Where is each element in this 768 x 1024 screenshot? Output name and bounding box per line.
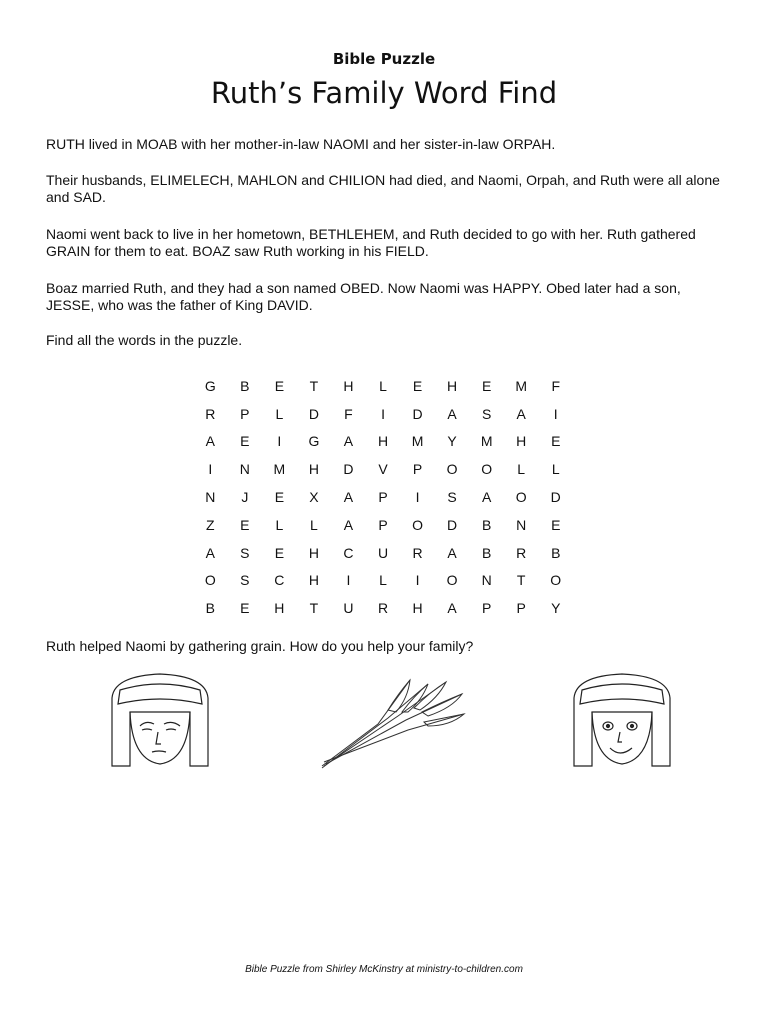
grid-cell: P (378, 516, 388, 533)
grid-row (193, 511, 573, 539)
grid-cell: I (277, 433, 282, 450)
grid-cell: I (208, 461, 213, 478)
grid-cell: P (240, 405, 250, 422)
grid-cell: I (553, 405, 558, 422)
grid-cell: N (205, 489, 216, 506)
grid-cell: H (377, 433, 389, 450)
grid-cell: L (310, 516, 318, 533)
grid-row (193, 594, 573, 622)
word-search-grid (193, 372, 573, 622)
grid-cell: P (378, 489, 388, 506)
grid-cell: L (275, 405, 284, 422)
grid-cell: E (274, 544, 285, 561)
grid-cell: D (308, 405, 319, 422)
grid-cell: H (447, 377, 458, 394)
woman-face-right-illustration (566, 668, 678, 770)
grid-row (193, 567, 573, 595)
grid-row (193, 483, 573, 511)
grid-cell: A (343, 433, 354, 450)
grid-cell: A (447, 600, 457, 617)
grid-cell: Z (205, 516, 215, 533)
grid-cell: B (551, 544, 561, 561)
grid-cell: O (412, 516, 423, 533)
grid-cell: A (481, 489, 492, 506)
grid-cell: U (377, 544, 389, 561)
grid-cell: A (205, 433, 215, 450)
grid-row (193, 400, 573, 428)
grid-cell: J (241, 489, 249, 506)
grid-cell: B (481, 544, 492, 561)
grid-cell: E (551, 516, 561, 533)
grid-cell: B (481, 516, 492, 533)
grid-cell: O (446, 461, 458, 478)
paragraph-4: Boaz married Ruth, and they had a son named OBED. Now Naomi was HAPPY. Obed later had a son, JESSE, who was the father of King DAVID. (46, 280, 681, 313)
grid-cell: O (481, 461, 493, 478)
grid-cell: L (379, 572, 387, 589)
grid-cell: P (481, 600, 492, 617)
grid-cell: H (516, 433, 527, 450)
paragraph-3: Naomi went back to live in her hometown, BETHLEHEM, and Ruth decided to go with her. Ruth gathered GRAIN for them to eat. BOAZ saw Ruth working in his FIELD. (46, 226, 696, 259)
grid-cell: A (516, 405, 526, 422)
grid-cell: A (205, 544, 215, 561)
grid-cell: M (480, 433, 493, 450)
grid-cell: P (412, 461, 423, 478)
footer-credit: Bible Puzzle from Shirley McKinstry at ministry-to-children.com (245, 964, 523, 975)
grid-cell: H (343, 377, 354, 394)
grid-cell: L (551, 461, 560, 478)
grid-cell: F (344, 405, 353, 422)
grid-cell: M (515, 377, 528, 394)
grid-cell: I (415, 572, 420, 589)
grid-cell: H (412, 600, 423, 617)
grid-cell: G (308, 433, 320, 450)
grid-cell: F (551, 377, 561, 394)
grid-cell: L (517, 461, 526, 478)
grid-cell: H (308, 572, 319, 589)
grid-cell: P (516, 600, 526, 617)
grid-cell: H (308, 544, 319, 561)
grid-cell: E (412, 377, 423, 394)
grid-cell: R (516, 544, 527, 561)
grid-cell: O (515, 489, 527, 506)
grid-cell: L (379, 377, 387, 394)
wheat-bundle-illustration (318, 666, 470, 772)
paragraph-2: Their husbands, ELIMELECH, MAHLON and CHILION had died, and Naomi, Orpah, and Ruth were all alone and SAD. (46, 172, 720, 205)
grid-cell: C (343, 544, 354, 561)
grid-cell: R (412, 544, 423, 561)
grid-cell: E (551, 433, 561, 450)
grid-cell: N (239, 461, 250, 478)
grid-cell: D (550, 489, 561, 506)
grid-cell: L (275, 516, 284, 533)
grid-cell: E (274, 377, 285, 394)
woman-face-left-illustration (104, 668, 216, 770)
grid-cell: S (240, 572, 250, 589)
grid-cell: B (205, 600, 215, 617)
grid-cell: O (550, 572, 562, 589)
grid-cell: Y (551, 600, 561, 617)
grid-cell: A (343, 489, 354, 506)
page-title: Ruth’s Family Word Find (210, 76, 558, 110)
grid-cell: R (377, 600, 389, 617)
grid-cell: E (481, 377, 492, 394)
question-text: Ruth helped Naomi by gathering grain. How do you help your family? (46, 638, 474, 654)
grid-cell: E (240, 433, 250, 450)
grid-cell: M (411, 433, 424, 450)
grid-cell: X (309, 489, 319, 506)
grid-cell: D (447, 516, 458, 533)
paragraph-instructions: Find all the words in the puzzle. (46, 332, 243, 348)
grid-cell: G (204, 377, 216, 394)
grid-cell: U (343, 600, 354, 617)
grid-cell: T (309, 377, 319, 394)
grid-cell: D (412, 405, 423, 422)
grid-cell: T (516, 572, 526, 589)
grid-cell: H (308, 461, 319, 478)
grid-cell: S (481, 405, 492, 422)
grid-cell: A (447, 544, 457, 561)
grid-cell: C (274, 572, 285, 589)
grid-row (193, 539, 573, 567)
grid-cell: S (240, 544, 250, 561)
grid-cell: E (240, 516, 250, 533)
grid-cell: I (415, 489, 420, 506)
grid-cell: M (273, 461, 286, 478)
grid-cell: T (309, 600, 319, 617)
grid-cell: D (343, 461, 354, 478)
grid-cell: O (446, 572, 458, 589)
grid-cell: V (378, 461, 388, 478)
grid-cell: I (381, 405, 385, 422)
grid-cell: H (274, 600, 285, 617)
grid-cell: N (516, 516, 527, 533)
supertitle: Bible Puzzle (332, 50, 436, 68)
grid-cell: O (204, 572, 216, 589)
grid-cell: E (274, 489, 285, 506)
paragraph-1: RUTH lived in MOAB with her mother-in-law NAOMI and her sister-in-law ORPAH. (46, 136, 556, 152)
grid-cell: A (343, 516, 354, 533)
grid-cell: R (205, 405, 216, 422)
grid-cell: Y (447, 433, 457, 450)
grid-cell: B (240, 377, 250, 394)
grid-cell: N (481, 572, 492, 589)
grid-row (193, 372, 573, 400)
grid-cell: A (447, 405, 457, 422)
grid-cell: I (346, 572, 351, 589)
grid-row (193, 455, 573, 483)
grid-cell: E (240, 600, 250, 617)
grid-row (193, 428, 573, 456)
grid-cell: S (447, 489, 457, 506)
